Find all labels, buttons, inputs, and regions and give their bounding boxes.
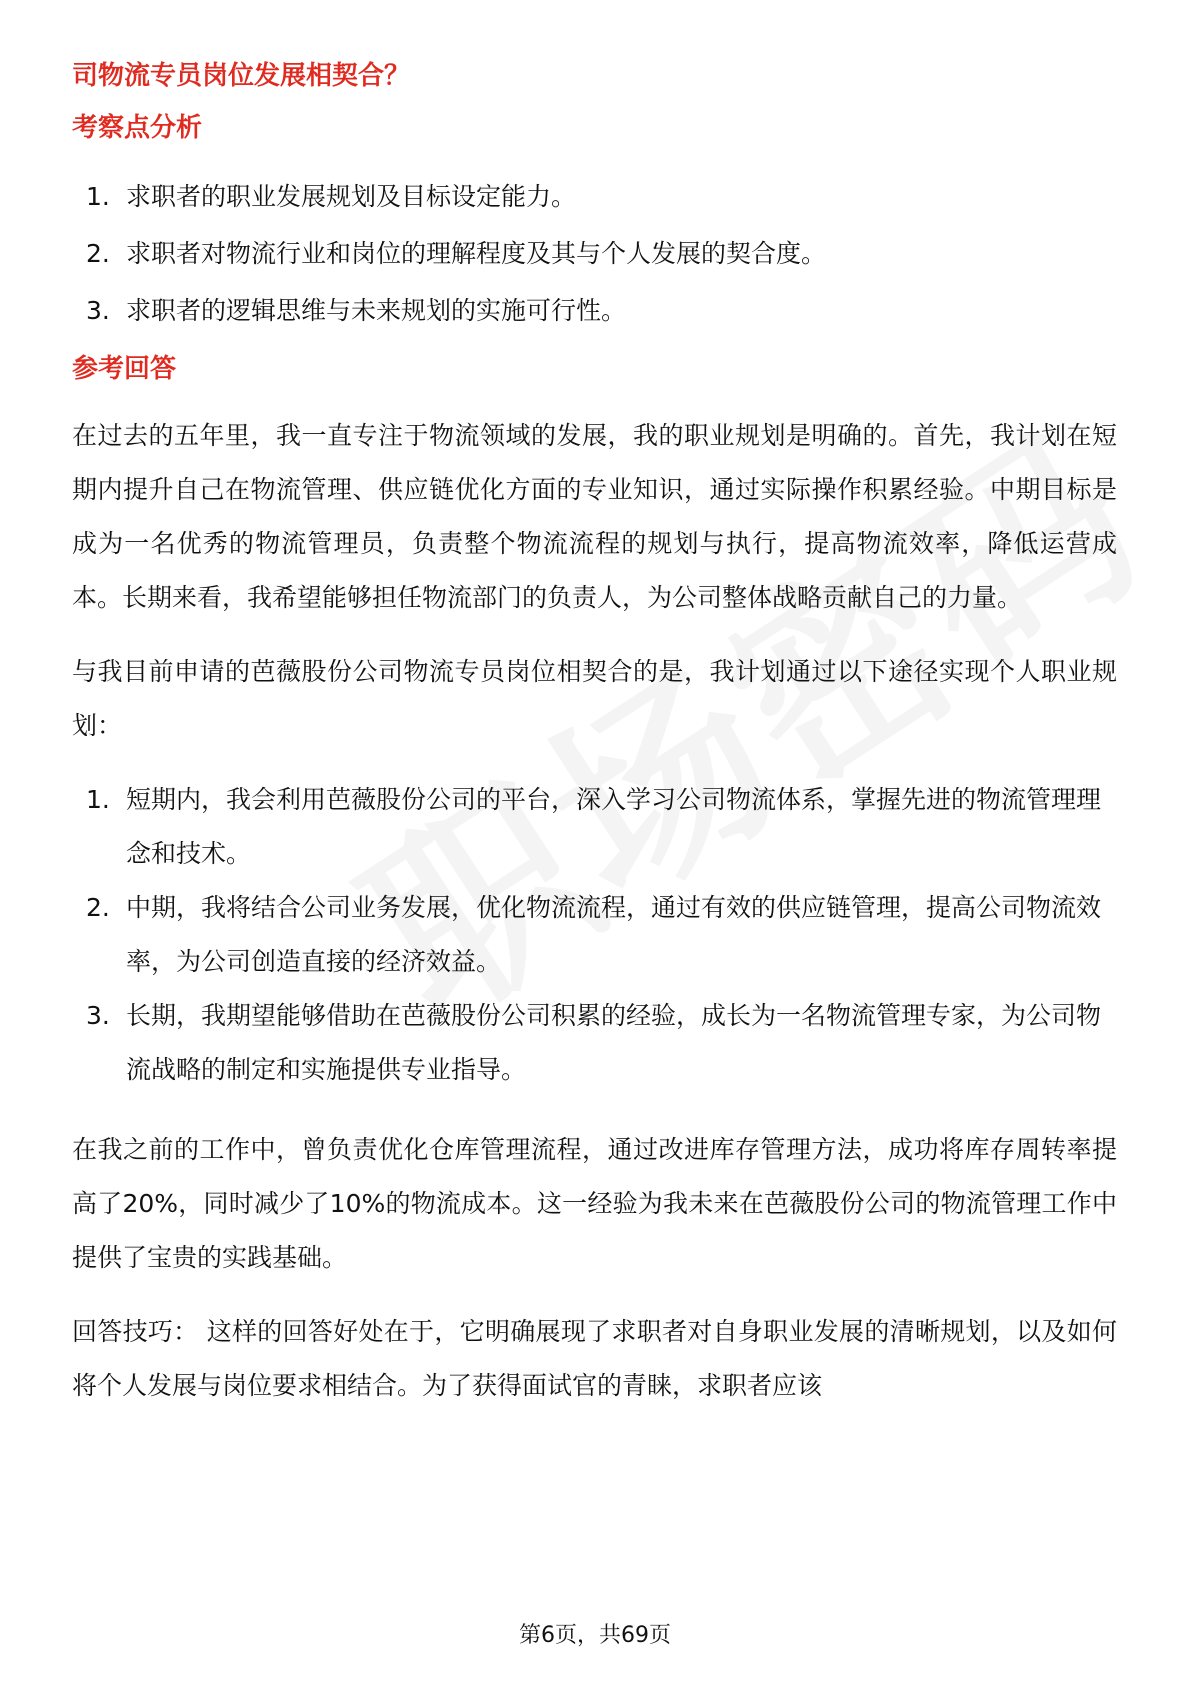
list-item	[72, 225, 1117, 282]
list-item	[72, 168, 1117, 225]
analysis-list	[72, 168, 1117, 339]
list-item	[72, 282, 1117, 339]
list-text: 中期，我将结合公司业务发展，优化物流流程，通过有效的供应链管理，提高公司物流效率，为公司创造直接的经济效益。	[126, 893, 1102, 976]
answer-paragraph-1: 在过去的五年里，我一直专注于物流领域的发展，我的职业规划是明确的。首先，我计划在短期内提升自己在物流管理、供应链优化方面的专业知识，通过实际操作积累经验。中期目标是成为一名优秀的物流管理员，负责整个物流流程的规划与执行，提高物流效率，降低运营成本。长期来看，我希望能够担任物流部门的负责人，为公司整体战略贡献自己的力量。	[72, 421, 1117, 612]
list-number: 1.	[86, 785, 110, 814]
list-number: 1.	[86, 182, 110, 211]
answer-paragraph-3: 在我之前的工作中，曾负责优化仓库管理流程，通过改进库存管理方法，成功将库存周转率提高了20%，同时减少了10%的物流成本。这一经验为我未来在芭薇股份公司的物流管理工作中提供了宝贵的实践基础。	[72, 1135, 1117, 1272]
answer-paragraph-2: 与我目前申请的芭薇股份公司物流专员岗位相契合的是，我计划通过以下途径实现个人职业规划：	[72, 657, 1117, 740]
list-item	[72, 773, 1117, 881]
list-number: 2.	[86, 239, 110, 268]
list-text: 求职者的逻辑思维与未来规划的实施可行性。	[126, 296, 627, 325]
page-content	[72, 56, 1117, 1433]
page-number-footer: 第6页，共69页	[519, 1623, 671, 1648]
list-text: 求职者对物流行业和岗位的理解程度及其与个人发展的契合度。	[126, 239, 827, 268]
plan-list	[72, 773, 1117, 1097]
list-number: 3.	[86, 296, 110, 325]
list-number: 2.	[86, 893, 110, 922]
question-tail-title: 司物流专员岗位发展相契合？	[72, 61, 411, 91]
analysis-heading: 考察点分析	[72, 113, 203, 143]
list-text: 求职者的职业发展规划及目标设定能力。	[126, 182, 577, 211]
list-text: 长期，我期望能够借助在芭薇股份公司积累的经验，成长为一名物流管理专家，为公司物流战略的制定和实施提供专业指导。	[126, 1001, 1102, 1084]
answer-tips-paragraph: 回答技巧： 这样的回答好处在于，它明确展现了求职者对自身职业发展的清晰规划，以及如何将个人发展与岗位要求相结合。为了获得面试官的青睐，求职者应该	[72, 1317, 1117, 1400]
list-number: 3.	[86, 1001, 110, 1030]
list-item	[72, 881, 1117, 989]
answer-heading: 参考回答	[72, 354, 177, 384]
list-item	[72, 989, 1117, 1097]
list-text: 短期内，我会利用芭薇股份公司的平台，深入学习公司物流体系，掌握先进的物流管理理念和技术。	[126, 785, 1102, 868]
